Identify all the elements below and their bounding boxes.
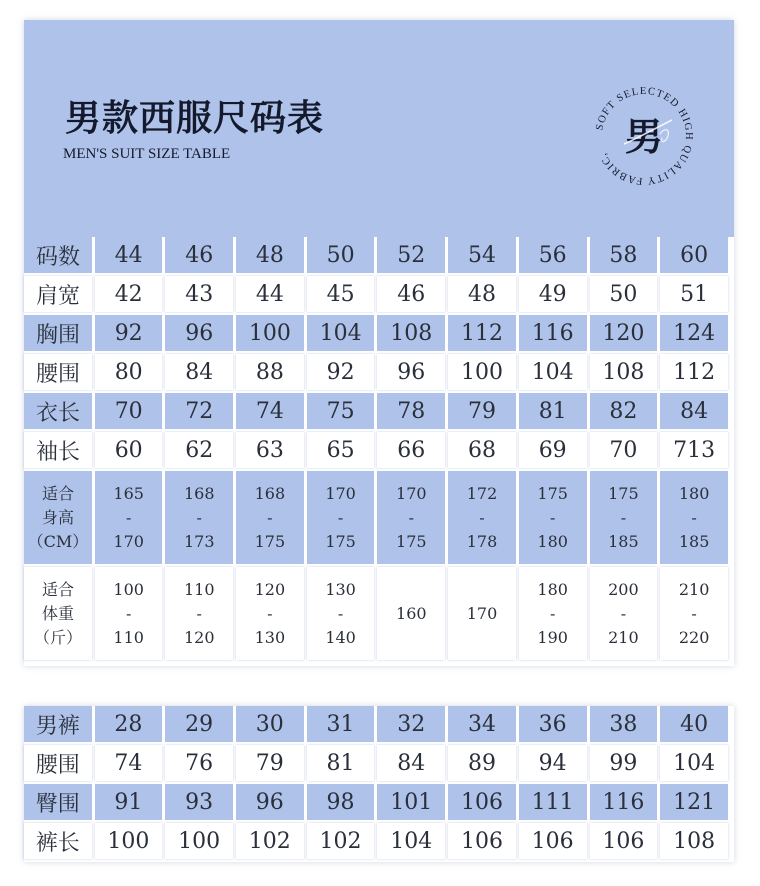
table-cell: 60	[660, 237, 728, 273]
cell-line: 120	[183, 627, 215, 647]
table-cell	[307, 471, 375, 564]
cell-line: -	[549, 507, 556, 527]
table-cell: 74	[95, 745, 163, 781]
row-label: 码数	[24, 237, 92, 273]
table-cell: 31	[307, 706, 375, 742]
table-cell: 104	[307, 315, 375, 351]
table-cell: 34	[448, 706, 516, 742]
table-cell: 82	[590, 393, 658, 429]
table-cell: 56	[519, 237, 587, 273]
cell-line: 170	[325, 483, 356, 503]
table-row	[24, 393, 728, 429]
table-cell: 72	[165, 393, 233, 429]
cell-line: -	[125, 603, 132, 623]
table-cell: 70	[95, 393, 163, 429]
table-cell	[377, 567, 445, 660]
page-title: 男款西服尺码表	[65, 97, 325, 139]
table-cell: 52	[377, 237, 445, 273]
table-cell: 112	[660, 354, 728, 390]
cell-line: 173	[183, 531, 215, 551]
table-cell: 100	[165, 823, 233, 859]
cell-line: 130	[254, 627, 286, 647]
table-cell: 104	[377, 823, 445, 859]
cell-line: -	[125, 507, 132, 527]
table-row	[24, 823, 728, 859]
table-cell: 60	[95, 432, 163, 468]
cell-line: 100	[113, 579, 144, 599]
table-cell	[519, 471, 587, 564]
pants-size-table	[21, 703, 731, 862]
table-cell: 81	[519, 393, 587, 429]
table-cell: 76	[165, 745, 233, 781]
cell-line: 180	[537, 531, 568, 551]
table-cell: 70	[590, 432, 658, 468]
row-label	[24, 567, 92, 660]
cell-line: 110	[183, 579, 215, 599]
table-cell: 79	[236, 745, 304, 781]
table-cell: 81	[307, 745, 375, 781]
table-cell: 69	[519, 432, 587, 468]
table-cell: 96	[165, 315, 233, 351]
cell-line: 170	[396, 483, 427, 503]
table-row	[24, 432, 728, 468]
table-cell: 80	[95, 354, 163, 390]
table-cell: 108	[377, 315, 445, 351]
table-cell: 116	[590, 784, 658, 820]
table-cell: 84	[165, 354, 233, 390]
table-cell: 46	[377, 276, 445, 312]
cell-line: 190	[537, 627, 568, 647]
cell-line: -	[337, 603, 344, 623]
cell-line: 120	[254, 579, 286, 599]
table-cell: 88	[236, 354, 304, 390]
table-cell: 68	[448, 432, 516, 468]
badge-ring-text: SOFT SELECTED HIGH QUALITY FABRIC,	[594, 85, 695, 187]
table-cell	[165, 471, 233, 564]
cell-line: 140	[325, 627, 356, 647]
table-cell: 75	[307, 393, 375, 429]
table-cell: 111	[519, 784, 587, 820]
table-cell: 58	[590, 237, 658, 273]
table-cell: 44	[236, 276, 304, 312]
table-row	[24, 354, 728, 390]
row-label: 胸围	[24, 315, 92, 351]
cell-line: 175	[608, 483, 639, 503]
cell-line: -	[196, 507, 202, 527]
table-cell: 96	[236, 784, 304, 820]
table-cell: 45	[307, 276, 375, 312]
table-cell	[448, 567, 516, 660]
table-cell	[377, 471, 445, 564]
table-cell: 124	[660, 315, 728, 351]
table-row	[24, 315, 728, 351]
table-cell: 74	[236, 393, 304, 429]
row-label: 衣长	[24, 393, 92, 429]
cell-line: 170	[113, 531, 144, 551]
table-cell: 63	[236, 432, 304, 468]
table-cell: 66	[377, 432, 445, 468]
cell-line: -	[408, 507, 414, 527]
table-cell: 62	[165, 432, 233, 468]
table-cell: 44	[95, 237, 163, 273]
table-cell: 100	[448, 354, 516, 390]
cell-line: 175	[325, 531, 356, 551]
cell-line: 170	[466, 603, 498, 623]
cell-line: 110	[113, 627, 144, 647]
table-cell: 106	[448, 823, 516, 859]
table-cell: 96	[377, 354, 445, 390]
row-label: 臀围	[24, 784, 92, 820]
row-label-line: （斤）	[33, 627, 82, 647]
cell-line: -	[691, 507, 697, 527]
cell-line: 175	[537, 483, 568, 503]
table-cell	[236, 567, 304, 660]
table-cell	[95, 471, 163, 564]
table-cell	[519, 567, 587, 660]
row-label: 男裤	[24, 706, 92, 742]
table-cell: 49	[519, 276, 587, 312]
cell-line: 220	[678, 627, 710, 647]
table-cell	[590, 567, 658, 660]
table-cell: 84	[660, 393, 728, 429]
table-cell: 104	[519, 354, 587, 390]
table-cell: 108	[590, 354, 658, 390]
table-cell: 106	[448, 784, 516, 820]
table-cell: 100	[236, 315, 304, 351]
row-label-line: 适合	[41, 579, 74, 599]
suit-size-card	[24, 20, 734, 666]
table-cell: 48	[236, 237, 304, 273]
table-cell: 78	[377, 393, 445, 429]
row-label-line: 适合	[41, 483, 74, 503]
cell-line: 178	[466, 531, 498, 551]
row-label: 腰围	[24, 745, 92, 781]
table-cell: 28	[95, 706, 163, 742]
table-cell: 42	[95, 276, 163, 312]
table-cell: 101	[377, 784, 445, 820]
cell-line: -	[620, 507, 627, 527]
cell-line: -	[691, 603, 697, 623]
table-cell: 94	[519, 745, 587, 781]
suit-size-table	[21, 234, 731, 663]
table-cell: 92	[307, 354, 375, 390]
cell-line: 210	[678, 579, 710, 599]
table-cell: 120	[590, 315, 658, 351]
cell-line: 185	[608, 531, 639, 551]
page-subtitle: MEN'S SUIT SIZE TABLE	[63, 146, 231, 162]
cell-line: 165	[113, 483, 144, 503]
table-cell	[660, 567, 728, 660]
header-banner	[24, 20, 734, 237]
cell-line: -	[620, 603, 627, 623]
table-row	[24, 745, 728, 781]
table-cell: 92	[95, 315, 163, 351]
cell-line: 175	[396, 531, 427, 551]
cell-line: 175	[254, 531, 286, 551]
cell-line: 180	[537, 579, 568, 599]
table-cell: 48	[448, 276, 516, 312]
table-cell: 50	[307, 237, 375, 273]
table-cell: 100	[95, 823, 163, 859]
table-row	[24, 784, 728, 820]
table-row	[24, 706, 728, 742]
table-cell: 84	[377, 745, 445, 781]
table-cell: 93	[165, 784, 233, 820]
table-row	[24, 471, 728, 564]
cell-line: -	[196, 603, 202, 623]
cell-line: -	[479, 507, 485, 527]
cell-line: 210	[608, 627, 639, 647]
table-cell: 46	[165, 237, 233, 273]
cell-line: 168	[254, 483, 286, 503]
table-cell	[236, 471, 304, 564]
table-cell: 106	[519, 823, 587, 859]
table-cell: 102	[236, 823, 304, 859]
table-cell: 99	[590, 745, 658, 781]
table-cell: 36	[519, 706, 587, 742]
cell-line: 160	[396, 603, 427, 623]
table-cell: 50	[590, 276, 658, 312]
row-label: 袖长	[24, 432, 92, 468]
table-cell: 713	[660, 432, 728, 468]
table-row	[24, 276, 728, 312]
table-cell	[307, 567, 375, 660]
cell-line: -	[267, 507, 273, 527]
pants-size-card	[24, 706, 734, 862]
table-cell	[448, 471, 516, 564]
cell-line: -	[337, 507, 344, 527]
cell-line: 130	[325, 579, 356, 599]
table-cell: 65	[307, 432, 375, 468]
cell-line: 180	[678, 483, 710, 503]
cell-line: 168	[183, 483, 215, 503]
table-cell	[165, 567, 233, 660]
table-cell: 112	[448, 315, 516, 351]
table-cell: 79	[448, 393, 516, 429]
cell-line: 200	[608, 579, 639, 599]
row-label: 裤长	[24, 823, 92, 859]
row-label: 腰围	[24, 354, 92, 390]
cell-line: -	[267, 603, 273, 623]
table-row	[24, 567, 728, 660]
table-cell	[95, 567, 163, 660]
table-cell: 43	[165, 276, 233, 312]
table-cell: 102	[307, 823, 375, 859]
table-cell: 98	[307, 784, 375, 820]
table-cell: 91	[95, 784, 163, 820]
row-label: 肩宽	[24, 276, 92, 312]
table-cell: 54	[448, 237, 516, 273]
row-label-line: 体重	[41, 603, 74, 623]
table-cell: 108	[660, 823, 728, 859]
row-label-line: （CM）	[27, 531, 89, 551]
table-cell: 116	[519, 315, 587, 351]
quality-badge-icon	[590, 82, 698, 190]
row-label-line: 身高	[41, 507, 74, 527]
table-cell: 104	[660, 745, 728, 781]
table-row	[24, 237, 728, 273]
table-cell: 38	[590, 706, 658, 742]
cell-line: 172	[466, 483, 498, 503]
table-cell: 89	[448, 745, 516, 781]
table-cell: 121	[660, 784, 728, 820]
table-cell: 30	[236, 706, 304, 742]
table-cell: 106	[590, 823, 658, 859]
table-cell: 29	[165, 706, 233, 742]
table-cell	[660, 471, 728, 564]
table-cell: 40	[660, 706, 728, 742]
table-cell	[590, 471, 658, 564]
table-cell: 32	[377, 706, 445, 742]
badge-char: 男	[624, 114, 664, 159]
row-label	[24, 471, 92, 564]
cell-line: 185	[678, 531, 710, 551]
cell-line: -	[549, 603, 556, 623]
table-cell: 51	[660, 276, 728, 312]
